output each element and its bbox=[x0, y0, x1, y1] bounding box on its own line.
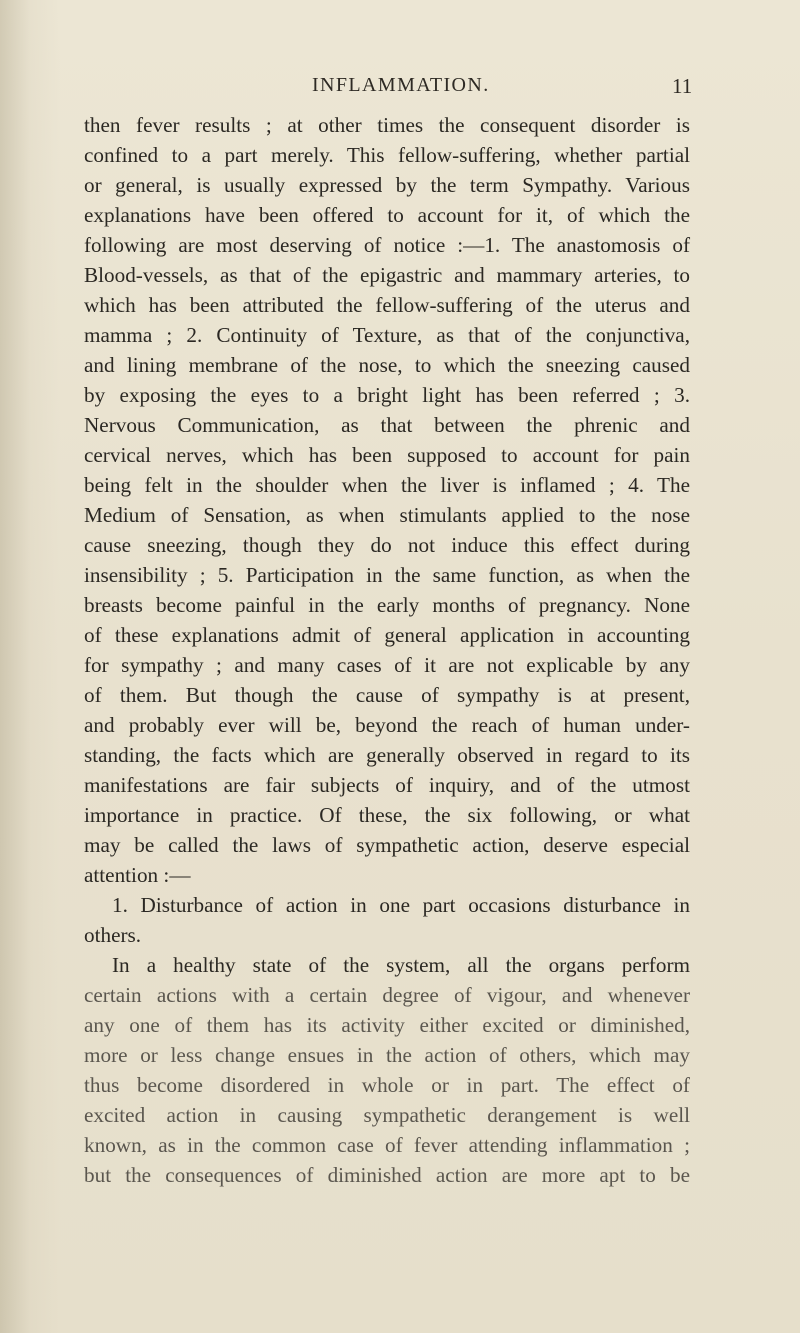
text-line: by exposing the eyes to a bright light has been referred ; 3. bbox=[84, 383, 690, 407]
text-line: standing, the facts which are generally observed in regard to its bbox=[84, 743, 690, 767]
body-text bbox=[84, 110, 690, 1190]
text-line: 1. Disturbance of action in one part occasions disturbance in bbox=[112, 893, 690, 917]
text-line: may be called the laws of sympathetic action, deserve especial bbox=[84, 833, 690, 857]
text-line: excited action in causing sympathetic derangement is well bbox=[84, 1103, 690, 1127]
text-line: and probably ever will be, beyond the reach of human under- bbox=[84, 713, 690, 737]
text-line: any one of them has its activity either excited or diminished, bbox=[84, 1013, 690, 1037]
text-line: of these explanations admit of general application in accounting bbox=[84, 623, 690, 647]
running-title: INFLAMMATION. bbox=[312, 74, 490, 96]
text-line: Medium of Sensation, as when stimulants applied to the nose bbox=[84, 503, 690, 527]
page-number: 11 bbox=[672, 74, 693, 98]
text-line: attention :— bbox=[84, 863, 191, 887]
text-line: cervical nerves, which has been supposed to account for pain bbox=[84, 443, 690, 467]
text-line: breasts become painful in the early months of pregnancy. None bbox=[84, 593, 690, 617]
text-line: which has been attributed the fellow-suffering of the uterus and bbox=[84, 293, 690, 317]
text-line: manifestations are fair subjects of inquiry, and of the utmost bbox=[84, 773, 690, 797]
text-line: mamma ; 2. Continuity of Texture, as that of the conjunctiva, bbox=[84, 323, 690, 347]
text-line: In a healthy state of the system, all the organs perform bbox=[112, 953, 690, 977]
text-line: cause sneezing, though they do not induce this effect during bbox=[84, 533, 690, 557]
text-line: then fever results ; at other times the consequent disorder is bbox=[84, 113, 690, 137]
text-line: and lining membrane of the nose, to which the sneezing caused bbox=[84, 353, 690, 377]
text-line: but the consequences of diminished action are more apt to be bbox=[84, 1163, 690, 1187]
text-line: Blood-vessels, as that of the epigastric and mammary arteries, to bbox=[84, 263, 690, 287]
text-line: being felt in the shoulder when the liver is inflamed ; 4. The bbox=[84, 473, 690, 497]
text-line: confined to a part merely. This fellow-suffering, whether partial bbox=[84, 143, 690, 167]
page-header bbox=[0, 72, 800, 100]
text-line: of them. But though the cause of sympathy is at present, bbox=[84, 683, 690, 707]
text-line: insensibility ; 5. Participation in the same function, as when the bbox=[84, 563, 690, 587]
text-line: explanations have been offered to account for it, of which the bbox=[84, 203, 690, 227]
text-line: known, as in the common case of fever attending inflammation ; bbox=[84, 1133, 690, 1157]
text-line: importance in practice. Of these, the six following, or what bbox=[84, 803, 690, 827]
text-line: more or less change ensues in the action of others, which may bbox=[84, 1043, 690, 1067]
text-line: certain actions with a certain degree of vigour, and whenever bbox=[84, 983, 690, 1007]
text-line: following are most deserving of notice :—1. The anastomosis of bbox=[84, 233, 690, 257]
text-line: others. bbox=[84, 923, 142, 947]
text-line: or general, is usually expressed by the term Sympathy. Various bbox=[84, 173, 690, 197]
text-line: for sympathy ; and many cases of it are not explicable by any bbox=[84, 653, 690, 677]
text-line: thus become disordered in whole or in part. The effect of bbox=[84, 1073, 690, 1097]
text-line: Nervous Communication, as that between the phrenic and bbox=[84, 413, 690, 437]
